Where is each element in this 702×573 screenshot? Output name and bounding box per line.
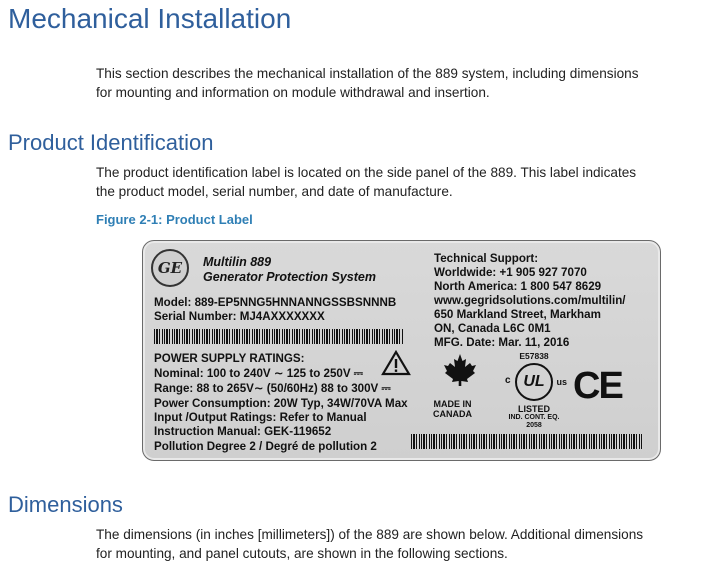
figure-caption: Figure 2-1: Product Label bbox=[96, 212, 253, 227]
brand-line: Generator Protection System bbox=[203, 270, 376, 284]
support-block bbox=[434, 252, 626, 350]
ge-logo: GE bbox=[151, 249, 189, 287]
ul-c-mark: c bbox=[505, 375, 511, 386]
intro-paragraph bbox=[96, 64, 696, 102]
support-line: North America: 1 800 547 8629 bbox=[434, 280, 602, 293]
support-line: 650 Markland Street, Markham bbox=[434, 308, 601, 321]
support-line: ON, Canada L6C 0M1 bbox=[434, 322, 551, 335]
product-identification-paragraph bbox=[96, 163, 696, 201]
label-brand bbox=[203, 255, 376, 285]
ul-certification bbox=[499, 351, 569, 430]
maple-leaf-icon bbox=[443, 353, 477, 387]
made-in-line: MADE IN bbox=[433, 399, 472, 409]
ce-mark: CE bbox=[573, 365, 622, 407]
intro-line: for mounting and information on module withdrawal and insertion. bbox=[96, 85, 490, 100]
label-nominal: Nominal: 100 to 240V ∼ 125 to 250V ⎓ bbox=[154, 367, 364, 380]
ul-ind-line: IND. CONT. EQ. bbox=[508, 414, 560, 421]
ul-ind-line: 2058 bbox=[526, 422, 542, 429]
support-line: Technical Support: bbox=[434, 252, 539, 265]
paragraph-line: The dimensions (in inches [millimeters]) of the 889 are shown below. Additional dimensions bbox=[96, 527, 644, 542]
support-line: www.gegridsolutions.com/multilin/ bbox=[434, 294, 626, 307]
paragraph-line: the product model, serial number, and date of manufacture. bbox=[96, 184, 453, 199]
label-serial: Serial Number: MJ4AXXXXXXX bbox=[154, 310, 325, 323]
made-in-line: CANADA bbox=[433, 409, 472, 419]
page-title: Mechanical Installation bbox=[8, 3, 292, 34]
warning-icon bbox=[381, 350, 411, 376]
brand-line: Multilin 889 bbox=[203, 255, 272, 269]
label-range: Range: 88 to 265V∼ (50/60Hz) 88 to 300V ⎓ bbox=[154, 382, 391, 395]
label-psr-heading: POWER SUPPLY RATINGS: bbox=[154, 352, 305, 365]
date-barcode bbox=[411, 434, 643, 449]
paragraph-line: for mounting, and panel cutouts, are shown in the following sections. bbox=[96, 546, 508, 561]
dimensions-paragraph bbox=[96, 525, 696, 563]
label-model: Model: 889-EP5NNG5HNNANNGSSBSNNNB bbox=[154, 296, 397, 309]
paragraph-line: The product identification label is located on the side panel of the 889. This label indicates bbox=[96, 165, 637, 180]
product-label-image bbox=[142, 240, 661, 461]
label-pollution: Pollution Degree 2 / Degré de pollution 2 bbox=[154, 440, 377, 453]
ul-listed: LISTED bbox=[517, 404, 550, 414]
support-line: Worldwide: +1 905 927 7070 bbox=[434, 266, 587, 279]
support-line: MFG. Date: Mar. 11, 2016 bbox=[434, 336, 570, 349]
label-consumption: Power Consumption: 20W Typ, 34W/70VA Max bbox=[154, 397, 408, 410]
label-io-ratings: Input /Output Ratings: Refer to Manual bbox=[154, 411, 367, 424]
section-heading-product-identification: Product Identification bbox=[8, 130, 214, 155]
made-in-canada bbox=[433, 399, 472, 419]
intro-line: This section describes the mechanical installation of the 889 system, including dimensions bbox=[96, 66, 639, 81]
section-heading-dimensions: Dimensions bbox=[8, 492, 123, 517]
ul-logo: UL bbox=[515, 363, 553, 401]
ul-file-number: E57838 bbox=[519, 351, 549, 361]
ul-us-mark: us bbox=[556, 377, 567, 387]
serial-barcode bbox=[154, 329, 404, 344]
label-manual: Instruction Manual: GEK-119652 bbox=[154, 425, 332, 438]
